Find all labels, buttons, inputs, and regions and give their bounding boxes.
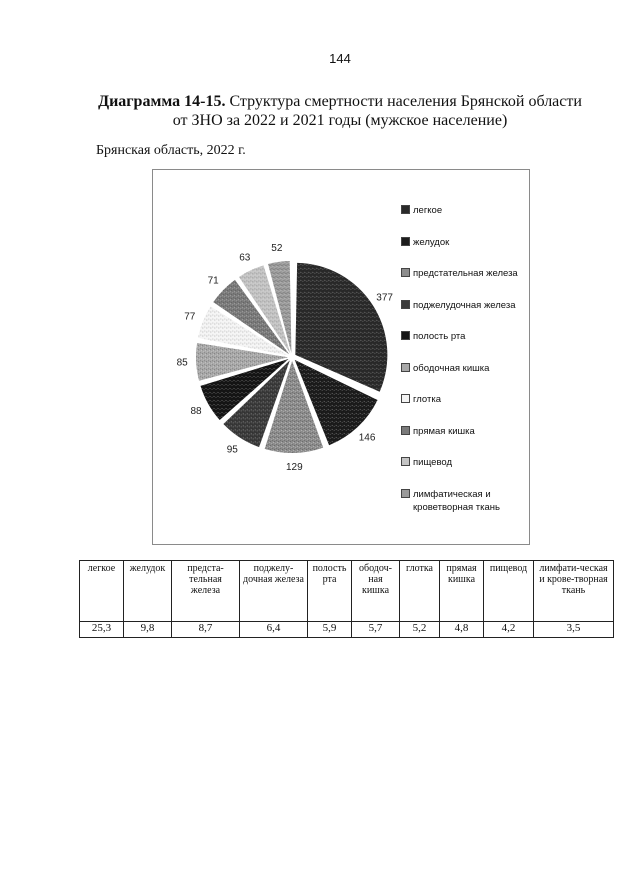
- data-label: 52: [271, 243, 283, 255]
- table-value-cell: 9,8: [124, 622, 172, 638]
- legend-item: [401, 393, 523, 406]
- legend-label: предстательная железа: [413, 268, 518, 279]
- legend-swatch: [401, 363, 410, 372]
- table-header-cell: поджелу-дочная железа: [240, 561, 308, 622]
- chart-frame: [152, 169, 530, 545]
- legend-item: [401, 488, 523, 514]
- legend-label: ободочная кишка: [413, 362, 490, 374]
- table-value-cell: 5,7: [352, 622, 400, 638]
- table-header-cell: желудок: [124, 561, 172, 622]
- data-label: 85: [176, 357, 188, 369]
- legend-swatch: [401, 268, 410, 277]
- page-title: [60, 92, 620, 130]
- chart-subtitle: Брянская область, 2022 г.: [96, 143, 246, 158]
- legend-label: прямая кишка: [413, 425, 475, 437]
- data-label: 95: [226, 444, 238, 456]
- legend-swatch: [401, 426, 410, 435]
- data-label: 129: [285, 461, 303, 473]
- legend-swatch: [401, 394, 410, 403]
- legend-label: легкое: [413, 205, 443, 216]
- table-header-cell: лимфати-ческая и крове-творная ткань: [534, 561, 614, 622]
- table-header-cell: полость рта: [308, 561, 352, 622]
- legend-label: поджелудочная железа: [413, 299, 516, 311]
- table-header-cell: предста-тельная железа: [172, 561, 240, 622]
- data-label: 88: [190, 405, 202, 417]
- table-header-cell: прямая кишка: [440, 561, 484, 622]
- table-value-cell: 3,5: [534, 622, 614, 638]
- table-value-cell: 4,2: [484, 622, 534, 638]
- legend-swatch: [401, 237, 410, 246]
- legend-swatch: [401, 300, 410, 309]
- table-header-cell: ободоч-ная кишка: [352, 561, 400, 622]
- table-value-cell: 5,2: [400, 622, 440, 638]
- page-number: 144: [329, 51, 351, 66]
- legend-item: [401, 204, 523, 217]
- data-label: 63: [239, 252, 251, 264]
- legend-swatch: [401, 489, 410, 498]
- legend-item: [401, 236, 523, 249]
- data-label: 377: [376, 292, 393, 304]
- data-label: 77: [184, 311, 196, 323]
- legend-item: [401, 456, 523, 469]
- table-value-cell: 4,8: [440, 622, 484, 638]
- legend-swatch: [401, 457, 410, 466]
- table-header-cell: пищевод: [484, 561, 534, 622]
- legend-item: [401, 330, 523, 343]
- legend-item: [401, 425, 523, 438]
- legend-swatch: [401, 205, 410, 214]
- legend-item: [401, 362, 523, 375]
- legend-label: глотка: [413, 394, 441, 405]
- title-rest: Структура смертности населения Брянской области: [225, 93, 582, 110]
- table-value-cell: 8,7: [172, 622, 240, 638]
- table-header-row: [80, 561, 614, 622]
- legend-item: [401, 299, 523, 312]
- table-header-cell: легкое: [80, 561, 124, 622]
- table-value-cell: 6,4: [240, 622, 308, 638]
- legend-label: полость рта: [413, 331, 466, 342]
- title-line2: от ЗНО за 2022 и 2021 годы (мужское население): [172, 112, 508, 129]
- legend-swatch: [401, 331, 410, 340]
- legend-item: [401, 267, 523, 280]
- table-value-row: [80, 622, 614, 638]
- legend-label: пищевод: [413, 457, 453, 468]
- data-label: 146: [358, 432, 376, 444]
- data-table: [79, 560, 614, 638]
- legend-label: желудок: [413, 236, 450, 248]
- table-value-cell: 25,3: [80, 622, 124, 638]
- legend-label: лимфатическая и кроветворная ткань: [413, 488, 500, 513]
- data-label: 71: [207, 275, 219, 287]
- table-header-cell: глотка: [400, 561, 440, 622]
- table-value-cell: 5,9: [308, 622, 352, 638]
- title-bold: Диаграмма 14-15.: [98, 93, 226, 110]
